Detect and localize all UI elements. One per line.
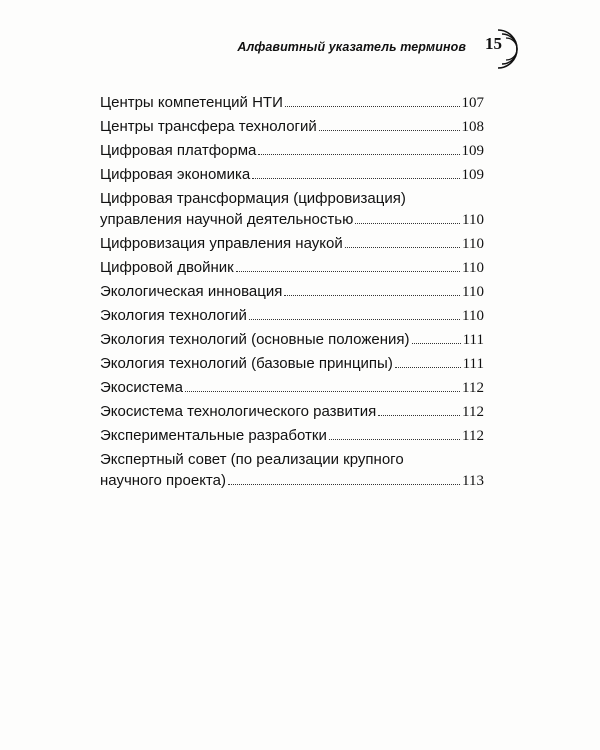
entry-term-text: Центры трансфера технологий	[100, 118, 317, 135]
term-index-list	[100, 92, 484, 494]
index-entry	[100, 233, 484, 255]
entry-line	[100, 305, 484, 327]
entry-page-number: 113	[462, 473, 484, 489]
entry-page-number: 108	[461, 119, 484, 135]
dot-leader	[378, 415, 460, 416]
dot-leader	[319, 130, 460, 131]
header-title: Алфавитный указатель терминов	[237, 40, 466, 54]
entry-term-text: Экологическая инновация	[100, 283, 283, 300]
index-entry	[100, 449, 484, 492]
dot-leader	[258, 154, 459, 155]
dot-leader	[252, 178, 459, 179]
entry-line	[100, 164, 484, 186]
entry-line	[100, 116, 484, 138]
entry-page-number: 112	[462, 380, 484, 396]
entry-term-text: Экосистема технологического развития	[100, 403, 377, 420]
entry-term-text: Экология технологий (основные положения)	[100, 331, 410, 348]
index-entry	[100, 377, 484, 399]
running-header	[230, 28, 530, 68]
entry-term-text: Цифровизация управления наукой	[100, 235, 343, 252]
index-entry	[100, 401, 484, 423]
entry-page-number: 112	[462, 404, 484, 420]
entry-page-number: 109	[461, 143, 484, 159]
dot-leader	[285, 106, 460, 107]
entry-page-number: 112	[462, 428, 484, 444]
entry-line	[100, 329, 484, 351]
entry-page-number: 110	[462, 260, 484, 276]
entry-line	[100, 425, 484, 447]
entry-line	[100, 281, 484, 303]
entry-term-text: Экосистема	[100, 379, 183, 396]
index-entry	[100, 329, 484, 351]
index-entry	[100, 305, 484, 327]
entry-line	[100, 377, 484, 399]
dot-leader	[412, 343, 461, 344]
entry-line	[100, 401, 484, 423]
entry-term-text: Центры компетенций НТИ	[100, 94, 283, 111]
index-entry	[100, 188, 484, 231]
entry-term-text: Цифровая экономика	[100, 166, 251, 183]
entry-page-number: 111	[462, 332, 484, 348]
entry-line	[100, 353, 484, 375]
entry-line	[100, 233, 484, 255]
dot-leader	[395, 367, 461, 368]
entry-term-text: Экспертный совет (по реализации крупного	[100, 451, 404, 468]
entry-page-number: 107	[461, 95, 484, 111]
index-entry	[100, 425, 484, 447]
entry-line	[100, 209, 484, 231]
entry-line	[100, 140, 484, 162]
entry-term-text: Экология технологий (базовые принципы)	[100, 355, 393, 372]
dot-leader	[228, 484, 460, 485]
entry-line	[100, 92, 484, 114]
dot-leader	[249, 319, 460, 320]
dot-leader	[355, 223, 460, 224]
entry-term-text: научного проекта)	[100, 472, 226, 489]
entry-term-text: Экспериментальные разработки	[100, 427, 327, 444]
page-number: 15	[485, 34, 502, 53]
index-entry	[100, 164, 484, 186]
dot-leader	[185, 391, 460, 392]
entry-page-number: 110	[462, 308, 484, 324]
entry-term-text: Цифровая платформа	[100, 142, 257, 159]
entry-term-text: Цифровой двойник	[100, 259, 234, 276]
entry-page-number: 110	[462, 212, 484, 228]
entry-page-number: 110	[462, 284, 484, 300]
entry-line	[100, 470, 484, 492]
index-entry	[100, 257, 484, 279]
dot-leader	[284, 295, 460, 296]
entry-line	[100, 257, 484, 279]
index-entry	[100, 116, 484, 138]
entry-page-number: 109	[461, 167, 484, 183]
index-entry	[100, 140, 484, 162]
dot-leader	[236, 271, 460, 272]
dot-leader	[329, 439, 460, 440]
entry-page-number: 111	[462, 356, 484, 372]
entry-page-number: 110	[462, 236, 484, 252]
index-entry	[100, 353, 484, 375]
index-entry	[100, 281, 484, 303]
index-entry	[100, 92, 484, 114]
page-number-arcs-ornament	[484, 26, 530, 72]
entry-term-text: Экология технологий	[100, 307, 247, 324]
entry-term-text: Цифровая трансформация (цифровизация)	[100, 190, 406, 207]
entry-term-text: управления научной деятельностью	[100, 211, 354, 228]
dot-leader	[345, 247, 460, 248]
